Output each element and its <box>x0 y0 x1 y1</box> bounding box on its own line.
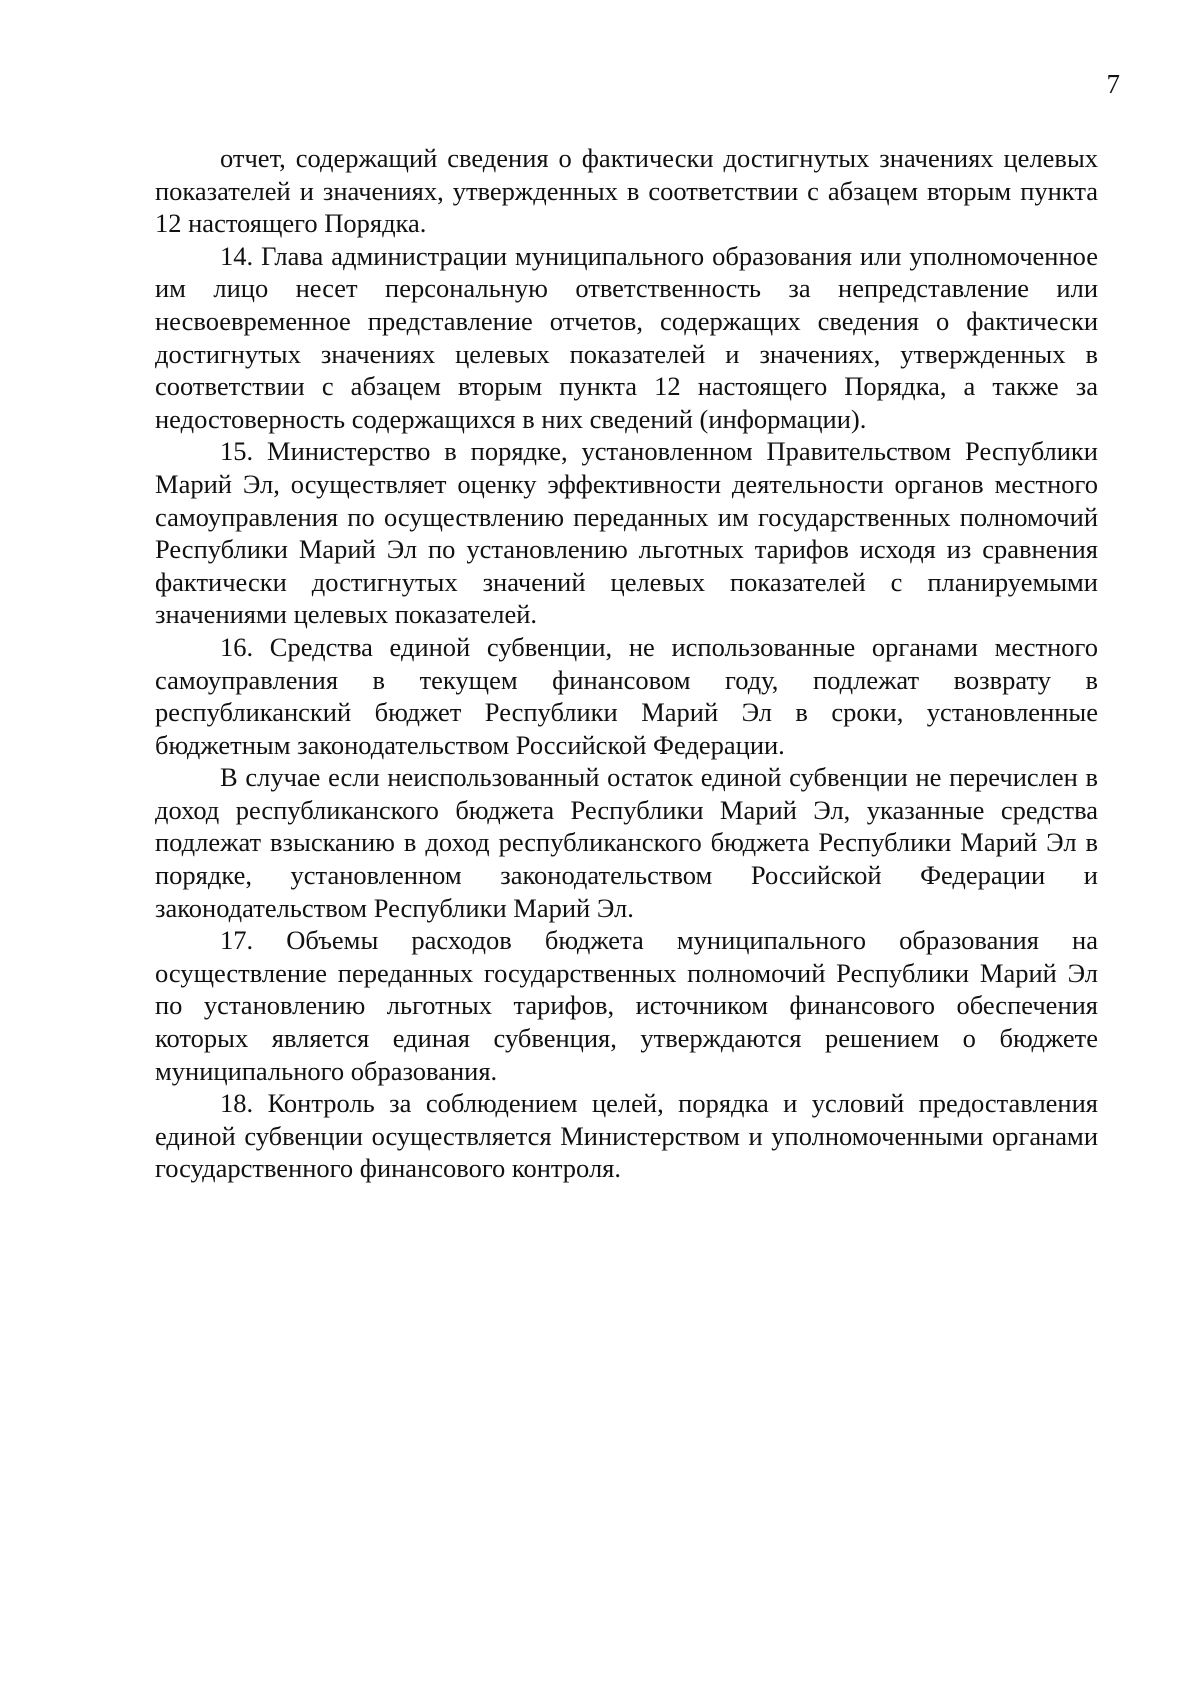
paragraph-continuation: отчет, содержащий сведения о фактически достигнутых значениях целевых показателей и значениях, утвержденных в соответствии с абзацем вторым пункта 12 настоящего Порядка. <box>155 143 1098 239</box>
paragraph-item-18: 18. Контроль за соблюдением целей, порядка и условий предоставления единой субвенции осуществляется Министерством и уполномоченными органами государственного финансового контроля. <box>155 1088 1098 1184</box>
paragraph-item-17: 17. Объемы расходов бюджета муниципального образования на осуществление переданных государственных полномочий Республики Марий Эл по установлению льготных тарифов, источником финансового обеспечения которых является единая субвенция, утверждаются решением о бюджете муниципального образования. <box>155 925 1098 1086</box>
paragraph-item-14: 14. Глава администрации муниципального образования или уполномоченное им лицо несет персональную ответственность за непредставление или несвоевременное представление отчетов, содержащих сведения о фактически достигнутых значениях целевых показателей и значениях, утвержденных в соответствии с абзацем вторым пункта 12 настоящего Порядка, а также за недостоверность содержащихся в них сведений (информации). <box>155 240 1098 434</box>
document-body <box>155 142 1098 1185</box>
paragraph-item-15: 15. Министерство в порядке, установленном Правительством Республики Марий Эл, осуществляет оценку эффективности деятельности органов местного самоуправления по осуществлению переданных им государственных полномочий Республики Марий Эл по установлению льготных тарифов исходя из сравнения фактически достигнутых значений целевых показателей с планируемыми значениями целевых показателей. <box>155 436 1098 630</box>
paragraph-item-16: 16. Средства единой субвенции, не использованные органами местного самоуправления в текущем финансовом году, подлежат возврату в республиканский бюджет Республики Марий Эл в сроки, установленные бюджетным законодательством Российской Федерации. <box>155 631 1098 760</box>
paragraph-item-16-note: В случае если неиспользованный остаток единой субвенции не перечислен в доход республиканского бюджета Республики Марий Эл, указанные средства подлежат взысканию в доход республиканского бюджета Республики Марий Эл в порядке, установленном законодательством Российской Федерации и законодательством Республики Марий Эл. <box>155 762 1098 923</box>
page-number: 7 <box>1106 69 1120 99</box>
